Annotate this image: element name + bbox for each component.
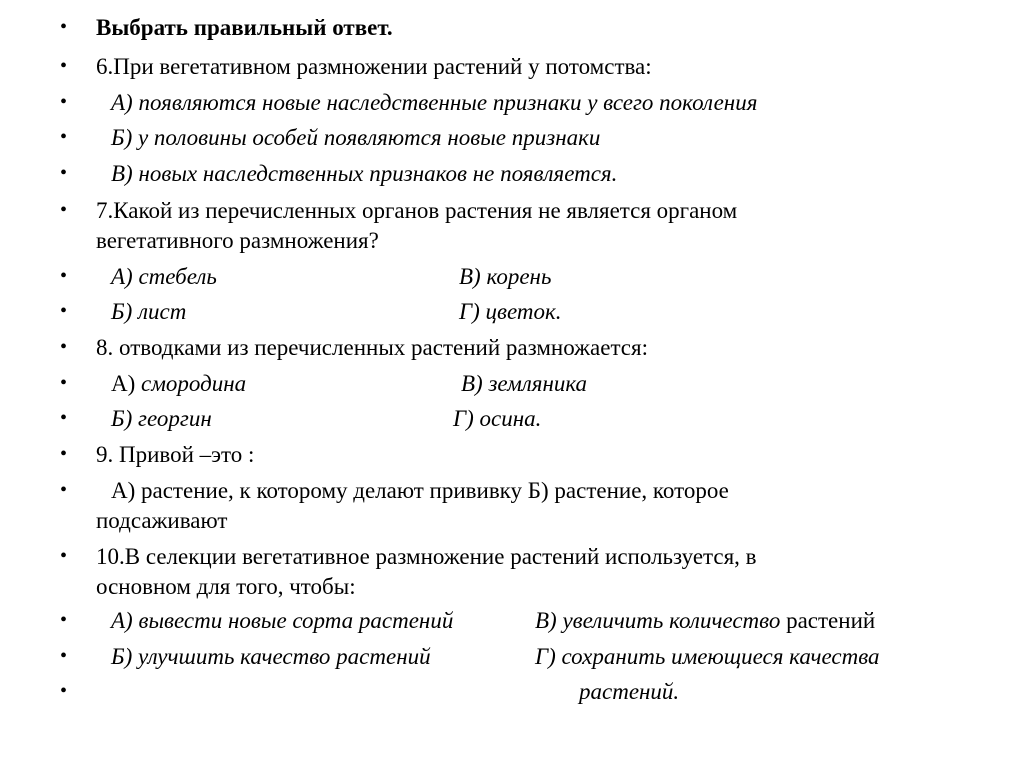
bullet: •	[60, 479, 68, 501]
question-8-text: 8. отводками из перечисленных растений размножается:	[96, 335, 648, 360]
q6-option-b-text: Б) у половины особей появляются новые признаки	[111, 125, 601, 150]
q8-option-a	[111, 370, 246, 397]
q7-option-a: А) стебель	[111, 264, 217, 289]
bullet: •	[60, 443, 68, 465]
q10-option-d: Г) сохранить имеющиеся качества	[535, 644, 880, 669]
bullet: •	[60, 336, 68, 358]
bullet: •	[60, 55, 68, 77]
heading-text: Выбрать правильный ответ.	[96, 15, 393, 40]
bullet: •	[60, 680, 68, 702]
question-7-text-line1: 7.Какой из перечисленных органов растения не является органом	[96, 198, 738, 223]
q7-option-b: Б) лист	[111, 299, 187, 324]
q8-option-b: Б) георгин	[111, 406, 212, 431]
question-9-text: 9. Привой –это :	[96, 442, 255, 467]
bullet: •	[60, 545, 68, 567]
bullet: •	[60, 300, 68, 322]
q10-option-b: Б) улучшить качество растений	[111, 644, 431, 669]
bullet: •	[60, 407, 68, 429]
q8-option-d: Г) осина.	[453, 406, 542, 431]
q10-option-d-text-cont: растений.	[579, 679, 680, 704]
q8-option-a-text: смородина	[141, 371, 247, 396]
question-6-text: 6.При вегетативном размножении растений у потомства:	[96, 54, 652, 79]
bullet: •	[60, 645, 68, 667]
bullet: •	[60, 91, 68, 113]
q8-option-a-letter: А)	[111, 371, 142, 396]
q10-option-c-text: В) увеличить количество	[535, 608, 787, 633]
bullet: •	[60, 609, 68, 631]
q6-option-c-text: В) новых наследственных признаков не появляется.	[111, 161, 618, 186]
bullet: •	[60, 372, 68, 394]
q7-option-d: Г) цветок.	[459, 299, 562, 324]
q9-options-line1: А) растение, к которому делают прививку Б) растение, которое	[111, 478, 729, 503]
q8-option-c: В) земляника	[461, 371, 588, 396]
bullet: •	[60, 162, 68, 184]
q10-option-c-rest: растений	[786, 608, 876, 633]
question-10-text-line1: 10.В селекции вегетативное размножение растений используется, в	[96, 544, 757, 569]
question-7-text-line2: вегетативного размножения?	[96, 228, 379, 253]
bullet: •	[60, 16, 68, 38]
question-10-text-line2: основном для того, чтобы:	[96, 574, 356, 599]
q9-options-line2: подсаживают	[96, 508, 228, 533]
q7-option-c: В) корень	[459, 264, 552, 289]
bullet: •	[60, 265, 68, 287]
bullet: •	[60, 199, 68, 221]
q6-option-a-text: А) появляются новые наследственные признаки у всего поколения	[111, 90, 758, 115]
q10-option-c	[535, 607, 875, 634]
q10-option-a: А) вывести новые сорта растений	[111, 608, 454, 633]
bullet: •	[60, 126, 68, 148]
